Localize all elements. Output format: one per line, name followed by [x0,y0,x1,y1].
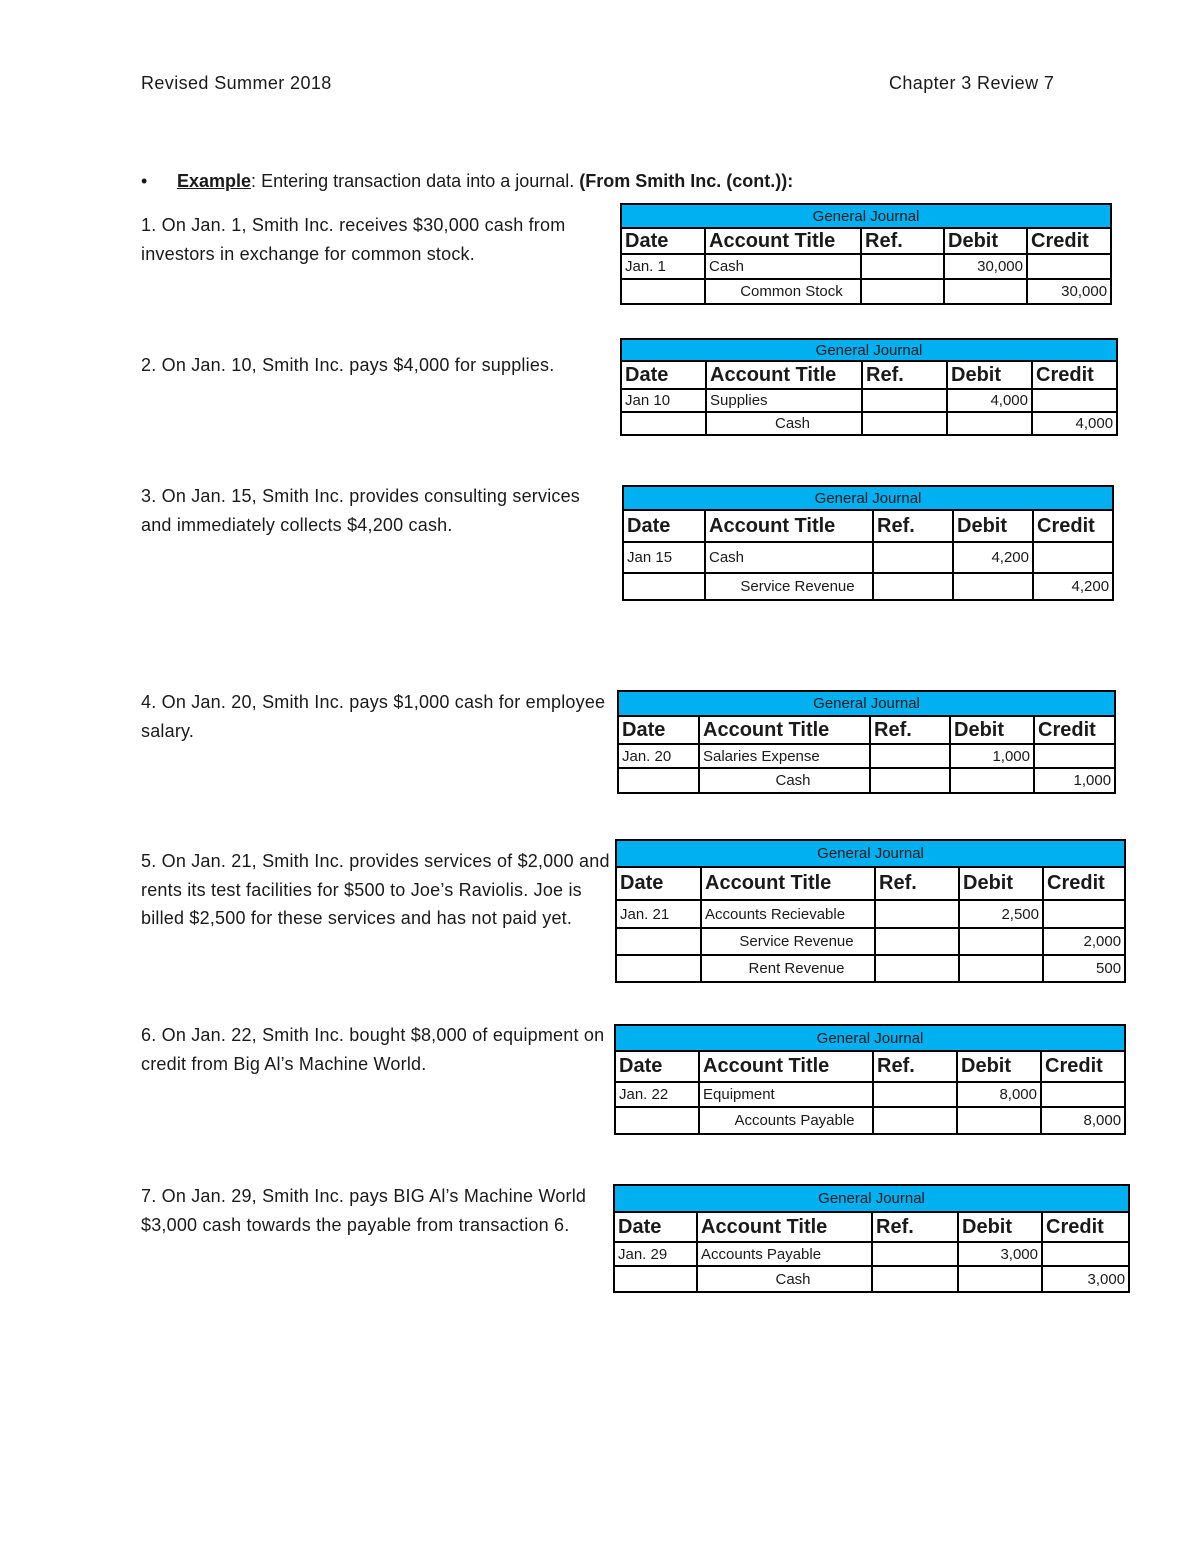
cell-date: Jan. 22 [615,1082,699,1107]
column-header-debit: Debit [959,867,1043,900]
cell-credit [1041,1082,1125,1107]
header-left: Revised Summer 2018 [141,73,332,93]
cell-ref [873,573,953,600]
cell-account-title: Cash [697,1266,872,1292]
cell-credit [1032,389,1117,412]
journal-title: General Journal [621,204,1111,228]
column-header-account-title: Account Title [705,228,861,254]
cell-account-title: Rent Revenue [701,955,875,982]
column-header-debit: Debit [947,361,1032,389]
transaction-5-description: 5. On Jan. 21, Smith Inc. provides services of $2,000 and rents its test facilities for $500 to Joe’s Raviolis. Joe is billed $2,500 for these services and has not paid yet. [141,851,610,928]
cell-account-title: Salaries Expense [699,744,870,768]
cell-account-title: Accounts Recievable [701,900,875,928]
journal-entry-row [621,412,1117,435]
journal-entry-row [621,254,1111,279]
cell-credit: 2,000 [1043,928,1125,955]
journal-entry-row [618,768,1115,793]
cell-ref [862,412,947,435]
cell-account-title: Accounts Payable [697,1242,872,1266]
cell-debit: 8,000 [957,1082,1041,1107]
journal-title: General Journal [614,1185,1129,1212]
cell-debit [947,412,1032,435]
journal-title: General Journal [616,840,1125,867]
column-header-ref: Ref. [873,1051,957,1082]
cell-date: Jan. 29 [614,1242,697,1266]
cell-account-title: Cash [706,412,862,435]
cell-date [623,573,705,600]
example-source: (From Smith Inc. (cont.)): [579,171,794,191]
cell-debit [958,1266,1042,1292]
column-header-credit: Credit [1041,1051,1125,1082]
transaction-2-description: 2. On Jan. 10, Smith Inc. pays $4,000 for supplies. [141,355,555,375]
journal-title: General Journal [618,691,1115,716]
general-journal-3 [622,485,1114,601]
column-header-ref: Ref. [875,867,959,900]
cell-credit: 4,200 [1033,573,1113,600]
journal-entry-row [621,389,1117,412]
column-header-account-title: Account Title [705,510,873,542]
journal-entry-row [623,573,1113,600]
cell-account-title: Common Stock [705,279,861,304]
cell-debit [957,1107,1041,1134]
cell-ref [875,955,959,982]
journal-title: General Journal [623,486,1113,510]
journal-entry-row [615,1082,1125,1107]
cell-ref [872,1266,958,1292]
cell-credit: 3,000 [1042,1266,1129,1292]
column-header-account-title: Account Title [697,1212,872,1242]
column-header-debit: Debit [950,716,1034,744]
cell-account-title: Service Revenue [701,928,875,955]
header-right: Chapter 3 Review 7 [889,73,1055,93]
column-header-date: Date [615,1051,699,1082]
journal-entry-row [616,928,1125,955]
general-journal-6 [614,1024,1126,1135]
cell-credit [1043,900,1125,928]
journal-title: General Journal [615,1025,1125,1051]
cell-account-title: Cash [705,542,873,573]
cell-date [618,768,699,793]
column-header-date: Date [621,228,705,254]
cell-ref [862,389,947,412]
transaction-6-description: 6. On Jan. 22, Smith Inc. bought $8,000 of equipment on credit from Big Al’s Machine World. [141,1025,605,1074]
cell-credit: 4,000 [1032,412,1117,435]
general-journal-7 [613,1184,1130,1293]
column-header-debit: Debit [944,228,1027,254]
column-header-credit: Credit [1034,716,1115,744]
cell-date [616,955,701,982]
cell-ref [873,1107,957,1134]
journal-title: General Journal [621,339,1117,361]
cell-credit [1027,254,1111,279]
column-header-date: Date [618,716,699,744]
cell-ref [861,279,944,304]
cell-ref [870,768,950,793]
cell-ref [861,254,944,279]
cell-date: Jan. 21 [616,900,701,928]
cell-credit [1033,542,1113,573]
transaction-3-description: 3. On Jan. 15, Smith Inc. provides consulting services and immediately collects $4,200 cash. [141,486,581,535]
cell-account-title: Supplies [706,389,862,412]
journal-entry-row [615,1107,1125,1134]
column-header-account-title: Account Title [701,867,875,900]
column-header-date: Date [616,867,701,900]
example-intro [141,171,793,192]
cell-date [621,279,705,304]
cell-debit: 1,000 [950,744,1034,768]
column-header-ref: Ref. [873,510,953,542]
column-header-date: Date [621,361,706,389]
journal-entry-row [614,1266,1129,1292]
column-header-credit: Credit [1042,1212,1129,1242]
cell-debit: 4,200 [953,542,1033,573]
general-journal-5 [615,839,1126,983]
cell-debit: 30,000 [944,254,1027,279]
cell-account-title: Cash [705,254,861,279]
cell-account-title: Equipment [699,1082,873,1107]
general-journal-4 [617,690,1116,794]
general-journal-2 [620,338,1118,436]
cell-account-title: Cash [699,768,870,793]
column-header-account-title: Account Title [699,716,870,744]
journal-entry-row [618,744,1115,768]
column-header-date: Date [623,510,705,542]
cell-debit [959,955,1043,982]
cell-account-title: Accounts Payable [699,1107,873,1134]
column-header-ref: Ref. [861,228,944,254]
example-text: Entering transaction data into a journal. [256,171,580,191]
transaction-4-description: 4. On Jan. 20, Smith Inc. pays $1,000 cash for employee salary. [141,692,606,741]
column-header-credit: Credit [1027,228,1111,254]
column-header-debit: Debit [953,510,1033,542]
cell-date [614,1266,697,1292]
column-header-credit: Credit [1043,867,1125,900]
cell-debit [953,573,1033,600]
cell-debit: 4,000 [947,389,1032,412]
cell-date [615,1107,699,1134]
general-journal-1 [620,203,1112,305]
cell-ref [870,744,950,768]
cell-date: Jan 10 [621,389,706,412]
column-header-account-title: Account Title [706,361,862,389]
transaction-1-description: 1. On Jan. 1, Smith Inc. receives $30,000 cash from investors in exchange for common stock. [141,215,566,264]
cell-credit [1034,744,1115,768]
cell-date [621,412,706,435]
column-header-credit: Credit [1032,361,1117,389]
cell-debit [944,279,1027,304]
cell-credit: 500 [1043,955,1125,982]
column-header-ref: Ref. [862,361,947,389]
column-header-date: Date [614,1212,697,1242]
cell-credit: 30,000 [1027,279,1111,304]
cell-date: Jan. 20 [618,744,699,768]
example-label: Example [177,171,252,191]
column-header-ref: Ref. [872,1212,958,1242]
column-header-account-title: Account Title [699,1051,873,1082]
cell-date: Jan 15 [623,542,705,573]
journal-entry-row [621,279,1111,304]
cell-debit [950,768,1034,793]
cell-date: Jan. 1 [621,254,705,279]
cell-credit [1042,1242,1129,1266]
cell-date [616,928,701,955]
column-header-debit: Debit [957,1051,1041,1082]
journal-entry-row [623,542,1113,573]
journal-entry-row [616,955,1125,982]
column-header-credit: Credit [1033,510,1113,542]
cell-ref [875,928,959,955]
cell-account-title: Service Revenue [705,573,873,600]
bullet-icon: • [141,171,148,191]
transaction-7-description: 7. On Jan. 29, Smith Inc. pays BIG Al’s Machine World $3,000 cash towards the payable from transaction 6. [141,1186,587,1235]
example-colon: : [251,171,257,191]
journal-entry-row [614,1242,1129,1266]
cell-ref [872,1242,958,1266]
cell-debit [959,928,1043,955]
cell-credit: 8,000 [1041,1107,1125,1134]
journal-entry-row [616,900,1125,928]
column-header-ref: Ref. [870,716,950,744]
column-header-debit: Debit [958,1212,1042,1242]
cell-debit: 3,000 [958,1242,1042,1266]
cell-ref [875,900,959,928]
cell-ref [873,1082,957,1107]
cell-credit: 1,000 [1034,768,1115,793]
cell-debit: 2,500 [959,900,1043,928]
cell-ref [873,542,953,573]
